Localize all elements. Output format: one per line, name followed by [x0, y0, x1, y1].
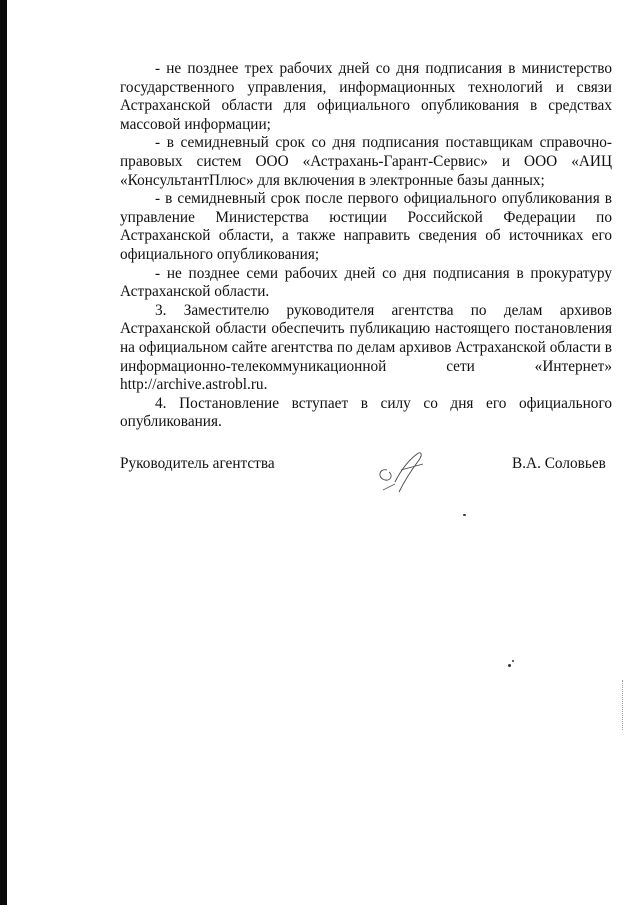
scan-speck: [508, 664, 511, 667]
scan-speck: [512, 660, 514, 662]
signatory-name: В.А. Соловьев: [512, 455, 606, 472]
paragraph-prosecutor: - не позднее семи рабочих дней со дня подписания в прокуратуру Астраханской области.: [120, 264, 612, 301]
scan-speck: [463, 514, 466, 516]
scan-border-edge: [0, 0, 7, 905]
signatory-position-title: Руководитель агентства: [120, 455, 275, 472]
scan-margin-noise: [622, 680, 624, 730]
paragraph-item-3-website: 3. Заместителю руководителя агентства по делам архивов Астраханской области обеспечить публикацию настоящего постановления на официальном сайте агентства по делам архивов Астраханской области в информационно-телекоммуникационной сети «Интернет» http://archive.astrobl.ru.: [120, 301, 612, 394]
document-body: [120, 60, 612, 432]
paragraph-ministry-publication: - не позднее трех рабочих дней со дня подписания в министерство государственного управления, информационных технологий и связи Астраханской области для официального опубликования в средствах массовой информации;: [120, 60, 612, 133]
paragraph-item-4-effective: 4. Постановление вступает в силу со дня его официального опубликования.: [120, 394, 612, 431]
paragraph-justice-ministry: - в семидневный срок после первого официального опубликования в управление Министерства юстиции Российской Федерации по Астраханской области, а также направить сведения об источниках его официального опубликования;: [120, 190, 612, 263]
handwritten-signature: [365, 440, 435, 500]
paragraph-legal-systems: - в семидневный срок со дня подписания поставщикам справочно-правовых систем ООО «Астрахань-Гарант-Сервис» и ООО «АИЦ «КонсультантПлюс» для включения в электронные базы данных;: [120, 134, 612, 189]
